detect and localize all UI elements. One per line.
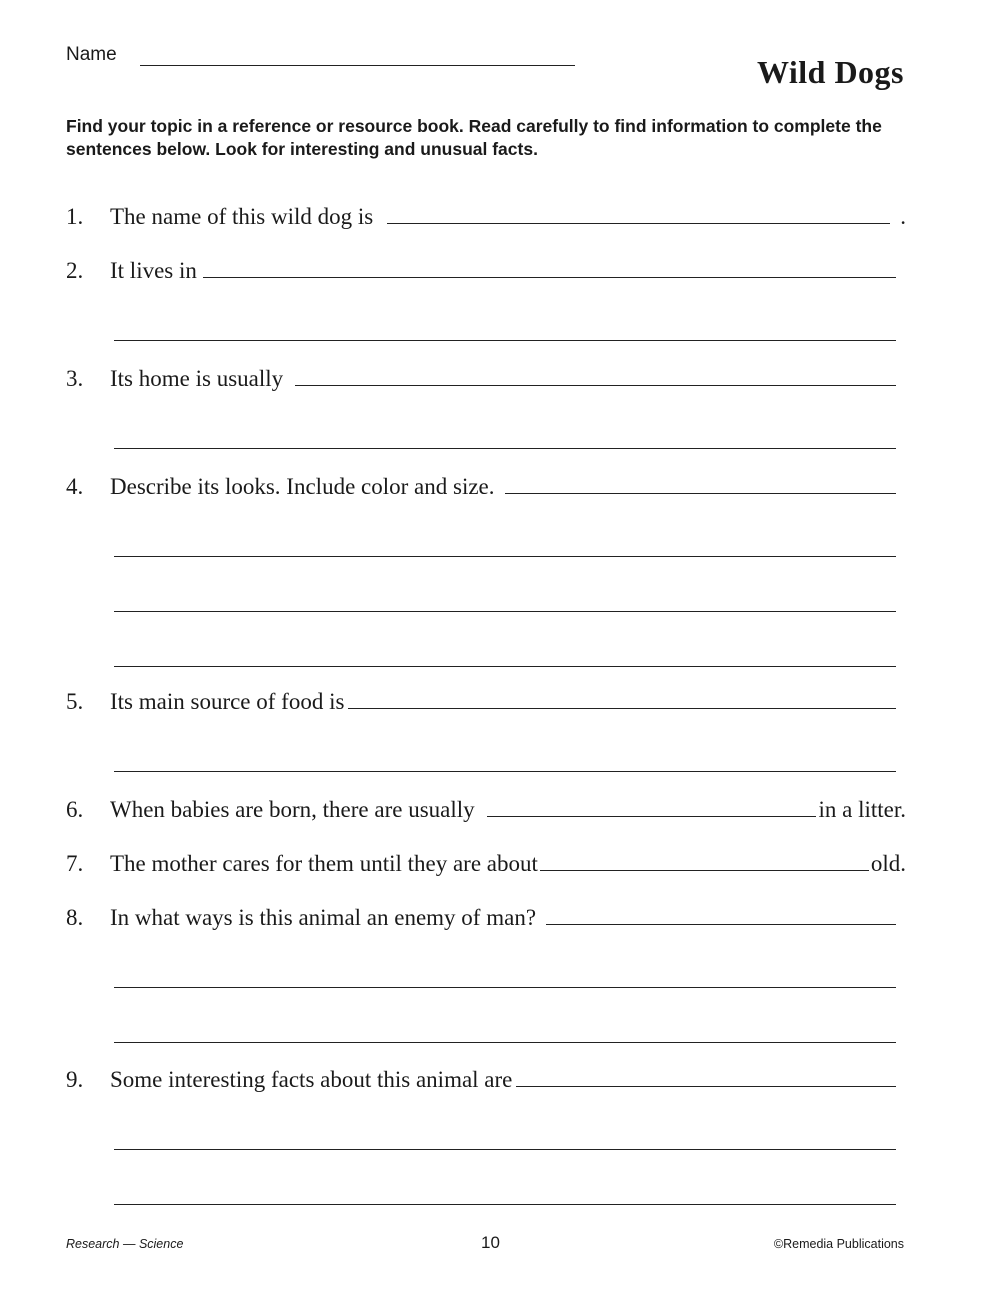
answer-line[interactable] xyxy=(487,815,817,817)
page-title: Wild Dogs xyxy=(756,54,904,90)
instructions: Find your topic in a reference or resource book. Read carefully to find information to complete the sentences below. Look for interesting and unusual facts. xyxy=(66,116,882,159)
name-field[interactable] xyxy=(140,65,575,66)
answer-line[interactable] xyxy=(114,555,896,557)
question-number: 7. xyxy=(66,851,84,876)
question-9 xyxy=(66,1059,906,1205)
answer-line[interactable] xyxy=(114,986,896,988)
question-text: Its home is usually xyxy=(110,366,284,391)
question-number: 1. xyxy=(66,204,84,229)
question-number: 8. xyxy=(66,905,84,930)
footer-subject: Research — Science xyxy=(66,1237,184,1251)
question-3 xyxy=(66,358,906,449)
answer-line[interactable] xyxy=(114,1041,896,1043)
question-1 xyxy=(66,196,906,230)
answer-line[interactable] xyxy=(540,869,869,871)
question-text: When babies are born, there are usually xyxy=(110,797,475,822)
question-number: 2. xyxy=(66,258,84,283)
question-5 xyxy=(66,681,906,772)
answer-line[interactable] xyxy=(114,339,896,341)
question-number: 6. xyxy=(66,797,84,822)
question-text: Describe its looks. Include color and size. xyxy=(110,474,495,499)
answer-line[interactable] xyxy=(114,1148,896,1150)
answer-line[interactable] xyxy=(546,923,896,925)
answer-line[interactable] xyxy=(114,1203,896,1205)
question-number: 9. xyxy=(66,1067,84,1092)
answer-line[interactable] xyxy=(114,447,896,449)
answer-line[interactable] xyxy=(114,770,896,772)
answer-line[interactable] xyxy=(387,222,890,224)
question-4 xyxy=(66,466,906,667)
page-number: 10 xyxy=(481,1233,500,1252)
name-label: Name xyxy=(66,44,117,65)
question-tail: . xyxy=(900,204,906,229)
question-6 xyxy=(66,789,906,823)
question-number: 4. xyxy=(66,474,84,499)
question-text: Some interesting facts about this animal are xyxy=(110,1067,513,1092)
question-tail: old. xyxy=(870,851,906,876)
question-text: In what ways is this animal an enemy of man? xyxy=(110,905,537,930)
answer-line[interactable] xyxy=(295,384,896,386)
question-8 xyxy=(66,897,906,1043)
question-text: Its main source of food is xyxy=(110,689,345,714)
question-7 xyxy=(66,843,906,877)
question-number: 5. xyxy=(66,689,84,714)
footer-publisher: ©Remedia Publications xyxy=(773,1237,904,1251)
answer-line[interactable] xyxy=(114,665,896,667)
answer-line[interactable] xyxy=(516,1085,896,1087)
question-text: It lives in xyxy=(110,258,197,283)
question-tail: in a litter. xyxy=(818,797,906,822)
answer-line[interactable] xyxy=(505,492,897,494)
question-2 xyxy=(66,250,906,341)
answer-line[interactable] xyxy=(348,707,896,709)
question-text: The name of this wild dog is xyxy=(110,204,374,229)
question-number: 3. xyxy=(66,366,84,391)
answer-line[interactable] xyxy=(203,276,896,278)
answer-line[interactable] xyxy=(114,610,896,612)
question-text: The mother cares for them until they are about xyxy=(110,851,538,876)
